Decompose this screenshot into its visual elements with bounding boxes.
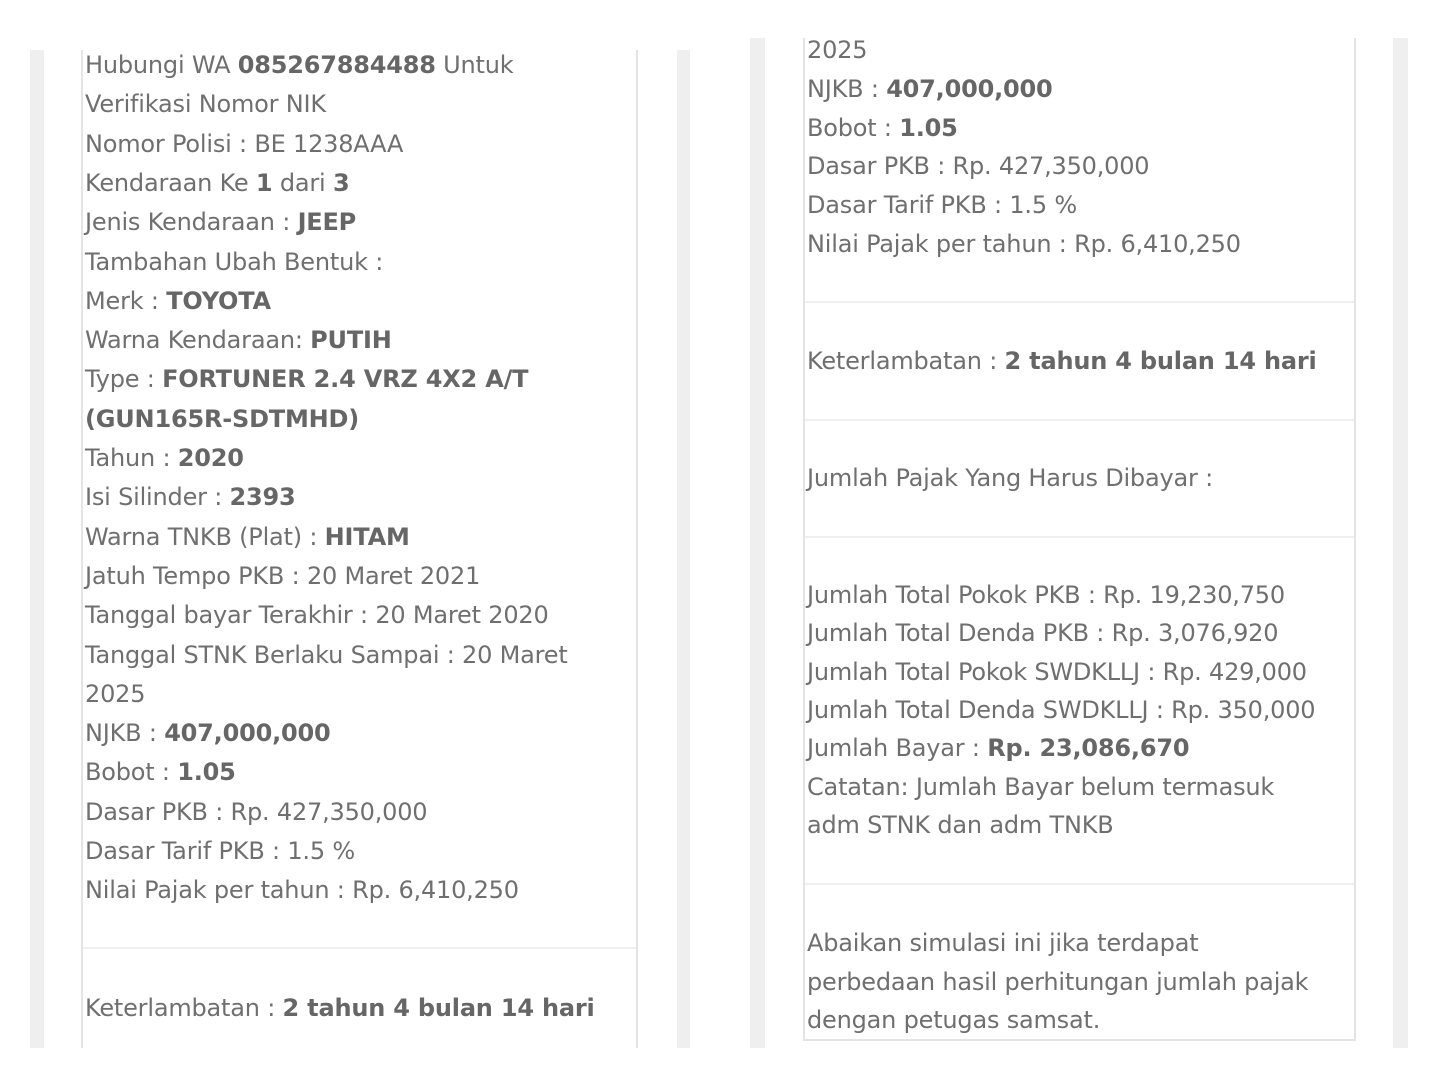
info-line: [807, 225, 1241, 264]
line-label: Nomor Polisi : BE 1238AAA: [85, 129, 404, 158]
info-line: [807, 31, 867, 70]
info-line: [807, 768, 1274, 807]
info-line: [85, 793, 427, 832]
line-value: JEEP: [297, 208, 357, 237]
line-label: NJKB :: [85, 719, 165, 748]
line-label: Jenis Kendaraan :: [85, 208, 298, 237]
line-label: Nilai Pajak per tahun : Rp. 6,410,250: [807, 230, 1241, 258]
info-line: [807, 109, 958, 148]
line-label: Dasar PKB : Rp. 427,350,000: [85, 797, 428, 826]
info-line: [807, 924, 1198, 963]
line-label: Verifikasi Nomor NIK: [85, 90, 326, 119]
line-value: TOYOTA: [166, 286, 271, 315]
line-value: HITAM: [324, 522, 410, 551]
info-line: [85, 439, 244, 478]
line-value: PUTIH: [310, 326, 392, 355]
info-line: [85, 832, 355, 871]
info-line: [807, 147, 1149, 186]
section-divider: [805, 301, 1354, 303]
info-line: [807, 729, 1189, 768]
info-line: [85, 203, 356, 242]
info-line: [85, 518, 410, 557]
info-line: [807, 614, 1278, 653]
line-label: Tambahan Ubah Bentuk :: [85, 247, 384, 276]
info-line: [807, 70, 1053, 109]
line-label: Tanggal STNK Berlaku Sampai : 20 Maret: [85, 640, 568, 669]
line-text: perbedaan hasil perhitungan jumlah pajak: [807, 967, 1309, 996]
line-label: Nilai Pajak per tahun : Rp. 6,410,250: [85, 876, 519, 905]
line-value: 407,000,000: [886, 74, 1053, 103]
info-line: [85, 125, 403, 164]
line-value: 3: [332, 168, 350, 197]
section-divider: [805, 419, 1354, 421]
line-label: Warna TNKB (Plat) :: [85, 522, 325, 551]
line-label: Jumlah Total Pokok PKB : Rp. 19,230,750: [807, 581, 1285, 609]
line-label: adm STNK dan adm TNKB: [807, 810, 1114, 839]
info-line: [85, 871, 519, 910]
line-label: Warna Kendaraan:: [85, 326, 311, 355]
info-line: [85, 675, 145, 714]
keterlambatan-label: Keterlambatan :: [85, 994, 283, 1022]
section-divider: [805, 536, 1354, 538]
keterlambatan-value: 2 tahun 4 bulan 14 hari: [282, 994, 595, 1022]
line-value: (GUN165R-SDTMHD): [85, 404, 360, 433]
line-suffix: Untuk: [435, 51, 514, 79]
line-value: FORTUNER 2.4 VRZ 4X2 A/T: [162, 365, 529, 394]
line-label: Merk :: [85, 286, 167, 315]
info-line: [85, 321, 392, 360]
line-value: 1: [255, 168, 273, 197]
section-divider: [805, 883, 1354, 885]
line-value: Rp. 23,086,670: [987, 734, 1190, 763]
line-label: Tanggal bayar Terakhir : 20 Maret 2020: [85, 601, 549, 630]
info-line: [85, 282, 271, 321]
line-suffix: dari: [272, 168, 333, 197]
line-label: Dasar Tarif PKB : 1.5 %: [85, 837, 355, 865]
info-line: [85, 557, 480, 596]
line-value: 1.05: [899, 113, 958, 142]
line-value: 2393: [229, 483, 296, 512]
jumlah-pajak-heading: Jumlah Pajak Yang Harus Dibayar :: [807, 464, 1213, 492]
line-label: Jatuh Tempo PKB : 20 Maret 2021: [85, 561, 481, 590]
info-line: [85, 714, 331, 753]
info-line: [807, 576, 1285, 615]
info-line: [807, 653, 1307, 692]
line-label: Hubungi WA: [85, 51, 238, 79]
line-label: Kendaraan Ke: [85, 168, 256, 197]
left-panel-right-strip: [677, 50, 690, 1048]
line-label: 2025: [85, 679, 146, 708]
line-value: 1.05: [177, 758, 236, 787]
info-line: [85, 596, 549, 635]
line-label: Catatan: Jumlah Bayar belum termasuk: [807, 772, 1275, 801]
line-label: Jumlah Total Pokok SWDKLLJ : Rp. 429,000: [807, 657, 1307, 686]
line-label: Dasar Tarif PKB : 1.5 %: [807, 191, 1077, 220]
line-label: NJKB :: [807, 74, 887, 103]
info-line: [85, 360, 528, 399]
right-panel-right-strip: [1393, 38, 1408, 1048]
line-label: Jumlah Bayar :: [807, 734, 988, 763]
info-line: [85, 400, 359, 439]
right-tax-summary-card: [803, 38, 1356, 1041]
info-line: [807, 963, 1308, 1002]
info-line: [85, 85, 326, 124]
line-value: 2020: [177, 444, 244, 472]
right-panel-left-strip: [750, 38, 765, 1048]
line-value: 407,000,000: [164, 719, 331, 748]
keterlambatan-label: Keterlambatan :: [807, 347, 1005, 375]
info-line: [85, 243, 383, 282]
line-label: Tahun :: [85, 444, 178, 472]
info-line: [85, 636, 568, 675]
keterlambatan-value: 2 tahun 4 bulan 14 hari: [1004, 347, 1317, 375]
line-label: Jumlah Total Denda PKB : Rp. 3,076,920: [807, 619, 1279, 648]
line-label: Isi Silinder :: [85, 483, 230, 512]
section-divider: [83, 947, 636, 949]
info-line: [807, 1001, 1100, 1040]
keterlambatan-row: [85, 989, 595, 1028]
info-line: [807, 806, 1114, 845]
info-line: [807, 186, 1077, 225]
line-value: 085267884488: [237, 51, 436, 79]
line-label: Dasar PKB : Rp. 427,350,000: [807, 152, 1150, 181]
line-label: Bobot :: [807, 113, 900, 142]
line-label: Bobot :: [85, 758, 178, 787]
line-text: Abaikan simulasi ini jika terdapat: [807, 929, 1199, 957]
info-line: [85, 164, 349, 203]
left-vehicle-info-card: [81, 50, 638, 1048]
line-label: 2025: [807, 36, 868, 64]
info-line: [85, 478, 296, 517]
info-line: [85, 46, 513, 85]
line-label: Type :: [85, 365, 163, 394]
keterlambatan-row: [807, 342, 1317, 381]
line-text: dengan petugas samsat.: [807, 1006, 1101, 1034]
line-label: Jumlah Total Denda SWDKLLJ : Rp. 350,000: [807, 695, 1316, 724]
info-line: [85, 753, 236, 792]
info-line: [807, 691, 1315, 730]
left-panel-left-strip: [30, 50, 44, 1048]
